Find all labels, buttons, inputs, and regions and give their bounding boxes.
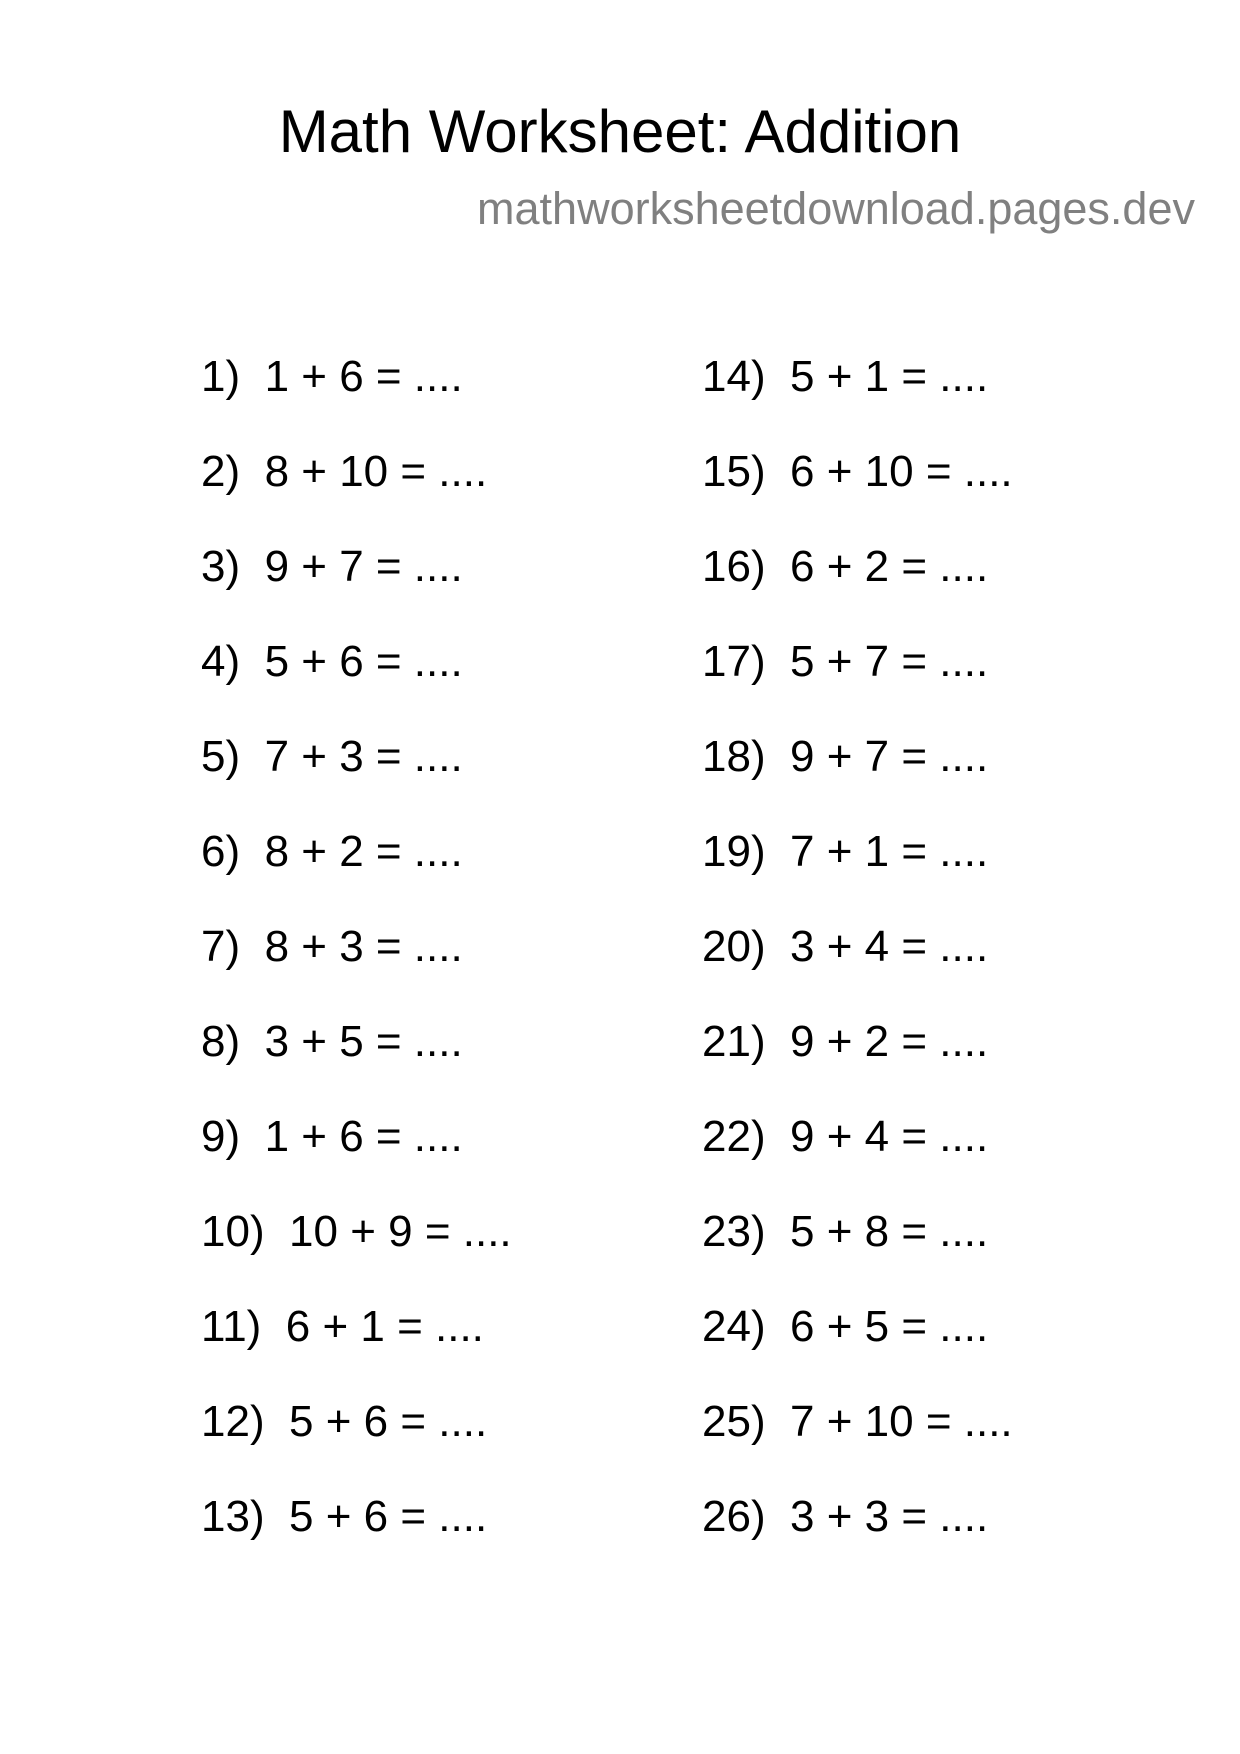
problem-expression: 6 + 5 = .... <box>790 1302 989 1351</box>
problem-expression: 7 + 1 = .... <box>790 827 989 876</box>
problem-item <box>702 1205 1013 1300</box>
problem-expression: 9 + 2 = .... <box>790 1017 989 1066</box>
problem-number: 8) <box>201 1017 241 1066</box>
problem-expression: 1 + 6 = .... <box>264 352 463 401</box>
problem-number: 26) <box>702 1492 766 1541</box>
problem-item <box>702 730 1013 825</box>
problem-item <box>702 540 1013 635</box>
problem-number: 23) <box>702 1207 766 1256</box>
problem-item <box>201 1490 512 1585</box>
problem-item <box>702 825 1013 920</box>
problem-expression: 5 + 1 = .... <box>790 352 989 401</box>
problem-expression: 8 + 10 = .... <box>264 447 488 496</box>
problem-expression: 5 + 6 = .... <box>289 1397 488 1446</box>
problem-number: 9) <box>201 1112 241 1161</box>
problem-number: 24) <box>702 1302 766 1351</box>
problem-number: 14) <box>702 352 766 401</box>
problem-item <box>702 1110 1013 1205</box>
problem-item <box>201 1015 512 1110</box>
problem-column-right <box>702 350 1013 1585</box>
problem-expression: 5 + 6 = .... <box>289 1492 488 1541</box>
problem-number: 6) <box>201 827 241 876</box>
problem-item <box>201 730 512 825</box>
problem-item <box>201 445 512 540</box>
problem-expression: 8 + 2 = .... <box>264 827 463 876</box>
problem-item <box>201 920 512 1015</box>
problem-expression: 9 + 4 = .... <box>790 1112 989 1161</box>
problem-number: 7) <box>201 922 241 971</box>
problem-item <box>702 1395 1013 1490</box>
problem-item <box>702 635 1013 730</box>
problem-item <box>201 1205 512 1300</box>
problem-expression: 5 + 7 = .... <box>790 637 989 686</box>
problem-number: 17) <box>702 637 766 686</box>
problem-number: 3) <box>201 542 241 591</box>
problem-number: 18) <box>702 732 766 781</box>
problem-expression: 1 + 6 = .... <box>264 1112 463 1161</box>
problem-item <box>201 1110 512 1205</box>
problem-item <box>702 920 1013 1015</box>
problem-number: 20) <box>702 922 766 971</box>
problem-expression: 9 + 7 = .... <box>264 542 463 591</box>
problem-expression: 7 + 3 = .... <box>264 732 463 781</box>
worksheet-title: Math Worksheet: Addition <box>278 98 962 165</box>
problem-expression: 3 + 5 = .... <box>264 1017 463 1066</box>
problem-number: 13) <box>201 1492 265 1541</box>
problem-item <box>201 635 512 730</box>
problem-expression: 7 + 10 = .... <box>790 1397 1013 1446</box>
problem-item <box>702 1490 1013 1585</box>
problem-item <box>201 540 512 635</box>
problem-number: 22) <box>702 1112 766 1161</box>
problem-number: 5) <box>201 732 241 781</box>
problem-expression: 6 + 1 = .... <box>285 1302 484 1351</box>
problem-number: 11) <box>201 1302 262 1351</box>
problem-number: 15) <box>702 447 766 496</box>
problem-expression: 3 + 4 = .... <box>790 922 989 971</box>
problem-expression: 8 + 3 = .... <box>264 922 463 971</box>
problem-number: 12) <box>201 1397 265 1446</box>
problem-expression: 5 + 8 = .... <box>790 1207 989 1256</box>
problem-item <box>201 1395 512 1490</box>
problem-number: 16) <box>702 542 766 591</box>
problem-item <box>201 350 512 445</box>
problem-expression: 5 + 6 = .... <box>264 637 463 686</box>
problem-expression: 3 + 3 = .... <box>790 1492 989 1541</box>
problem-number: 21) <box>702 1017 766 1066</box>
problem-item <box>702 1015 1013 1110</box>
problem-item <box>702 445 1013 540</box>
problem-number: 1) <box>201 352 241 401</box>
worksheet-source-url: mathworksheetdownload.pages.dev <box>477 183 1195 234</box>
problem-number: 4) <box>201 637 241 686</box>
problem-number: 25) <box>702 1397 766 1446</box>
problem-number: 2) <box>201 447 241 496</box>
problem-expression: 10 + 9 = .... <box>289 1207 512 1256</box>
problem-number: 19) <box>702 827 766 876</box>
problem-item <box>201 825 512 920</box>
problem-expression: 6 + 2 = .... <box>790 542 989 591</box>
problem-number: 10) <box>201 1207 265 1256</box>
problem-expression: 9 + 7 = .... <box>790 732 989 781</box>
problem-item <box>702 350 1013 445</box>
problem-column-left <box>201 350 512 1585</box>
problem-expression: 6 + 10 = .... <box>790 447 1013 496</box>
problem-item <box>201 1300 512 1395</box>
problem-item <box>702 1300 1013 1395</box>
